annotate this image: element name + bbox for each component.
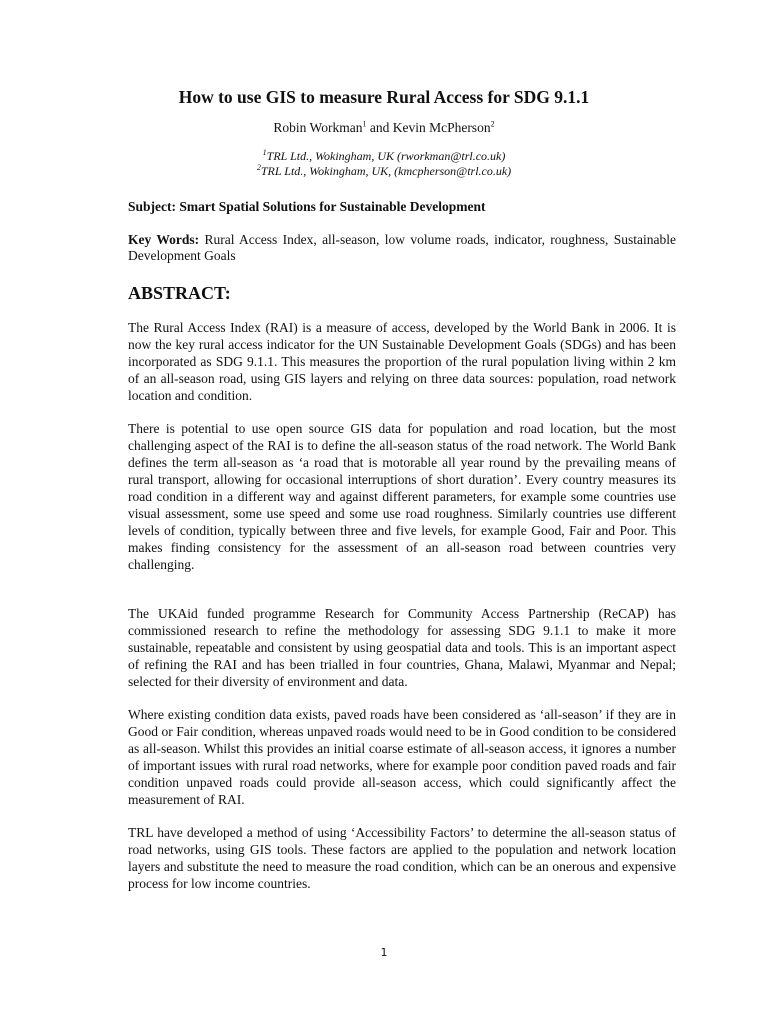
keywords-text: Rural Access Index, all-season, low volume roads, indicator, roughness, Sustainable Development Goals xyxy=(128,232,677,263)
affiliation-line xyxy=(0,164,768,179)
affiliations xyxy=(0,149,768,179)
affiliation-line xyxy=(0,149,768,164)
author-separator: and xyxy=(366,120,393,135)
author-superscript: 1 xyxy=(362,119,367,129)
affiliation-superscript: 2 xyxy=(256,163,261,172)
affiliation-text: TRL Ltd., Wokingham, UK (rworkman@trl.co.uk) xyxy=(266,149,506,163)
affiliation-superscript: 1 xyxy=(262,148,267,157)
abstract-paragraph: The Rural Access Index (RAI) is a measure of access, developed by the World Bank in 2006. It is now the key rural access indicator for the UN Sustainable Development Goals (SDGs) and has been incorporated as SDG 9.1.1. This measures the proportion of the rural population living within 2 km of an all-season road, using GIS layers and relying on three data sources: population, road network location and condition. xyxy=(128,320,676,403)
subject-line: Subject: Smart Spatial Solutions for Sustainable Development xyxy=(128,199,486,214)
abstract-heading: ABSTRACT: xyxy=(128,283,231,303)
abstract-paragraph: TRL have developed a method of using ‘Accessibility Factors’ to determine the all-season status of road networks, using GIS tools. These factors are applied to the population and network location layers and substitute the need to measure the road condition, which can be an onerous and expensive process for low income countries. xyxy=(128,825,676,891)
keywords-line xyxy=(128,232,676,264)
abstract-paragraph: There is potential to use open source GIS data for population and road location, but the most challenging aspect of the RAI is to define the all-season status of the road network. The World Bank defines the term all-season as ‘a road that is motorable all year round by the prevailing means of rural transport, allowing for occasional interruptions of short duration’. Every country measures its road condition in a different way and against different parameters, for example some countries use visual assessment, some use speed and some use road roughness. Similarly countries use different levels of condition, typically between three and five levels, for example Good, Fair and Poor. This makes finding consistency for the assessment of an all-season road between countries very challenging. xyxy=(128,421,676,572)
author-line xyxy=(0,120,768,136)
page-number: 1 xyxy=(380,946,388,959)
keywords-label: Key Words: xyxy=(128,232,200,247)
author-name: Kevin McPherson xyxy=(392,120,491,135)
abstract-paragraph: The UKAid funded programme Research for Community Access Partnership (ReCAP) has commissioned research to refine the methodology for assessing SDG 9.1.1 to make it more sustainable, repeatable and consistent by using geospatial data and tools. This is an important aspect of refining the RAI and has been trialled in four countries, Ghana, Malawi, Myanmar and Nepal; selected for their diversity of environment and data. xyxy=(128,606,676,689)
author-name: Robin Workman xyxy=(273,120,363,135)
affiliation-text: TRL Ltd., Wokingham, UK, (kmcpherson@trl.co.uk) xyxy=(260,164,512,178)
author-superscript: 2 xyxy=(490,119,495,129)
paper-title: How to use GIS to measure Rural Access for SDG 9.1.1 xyxy=(178,87,590,107)
abstract-paragraph: Where existing condition data exists, paved roads have been considered as ‘all-season’ if they are in Good or Fair condition, whereas unpaved roads would need to be in Good condition to be considered as all-season. Whilst this provides an initial coarse estimate of all-season access, it ignores a number of important issues with rural road networks, where for example poor condition paved roads and fair condition unpaved roads could provide all-season access, which could significantly affect the measurement of RAI. xyxy=(128,707,676,807)
